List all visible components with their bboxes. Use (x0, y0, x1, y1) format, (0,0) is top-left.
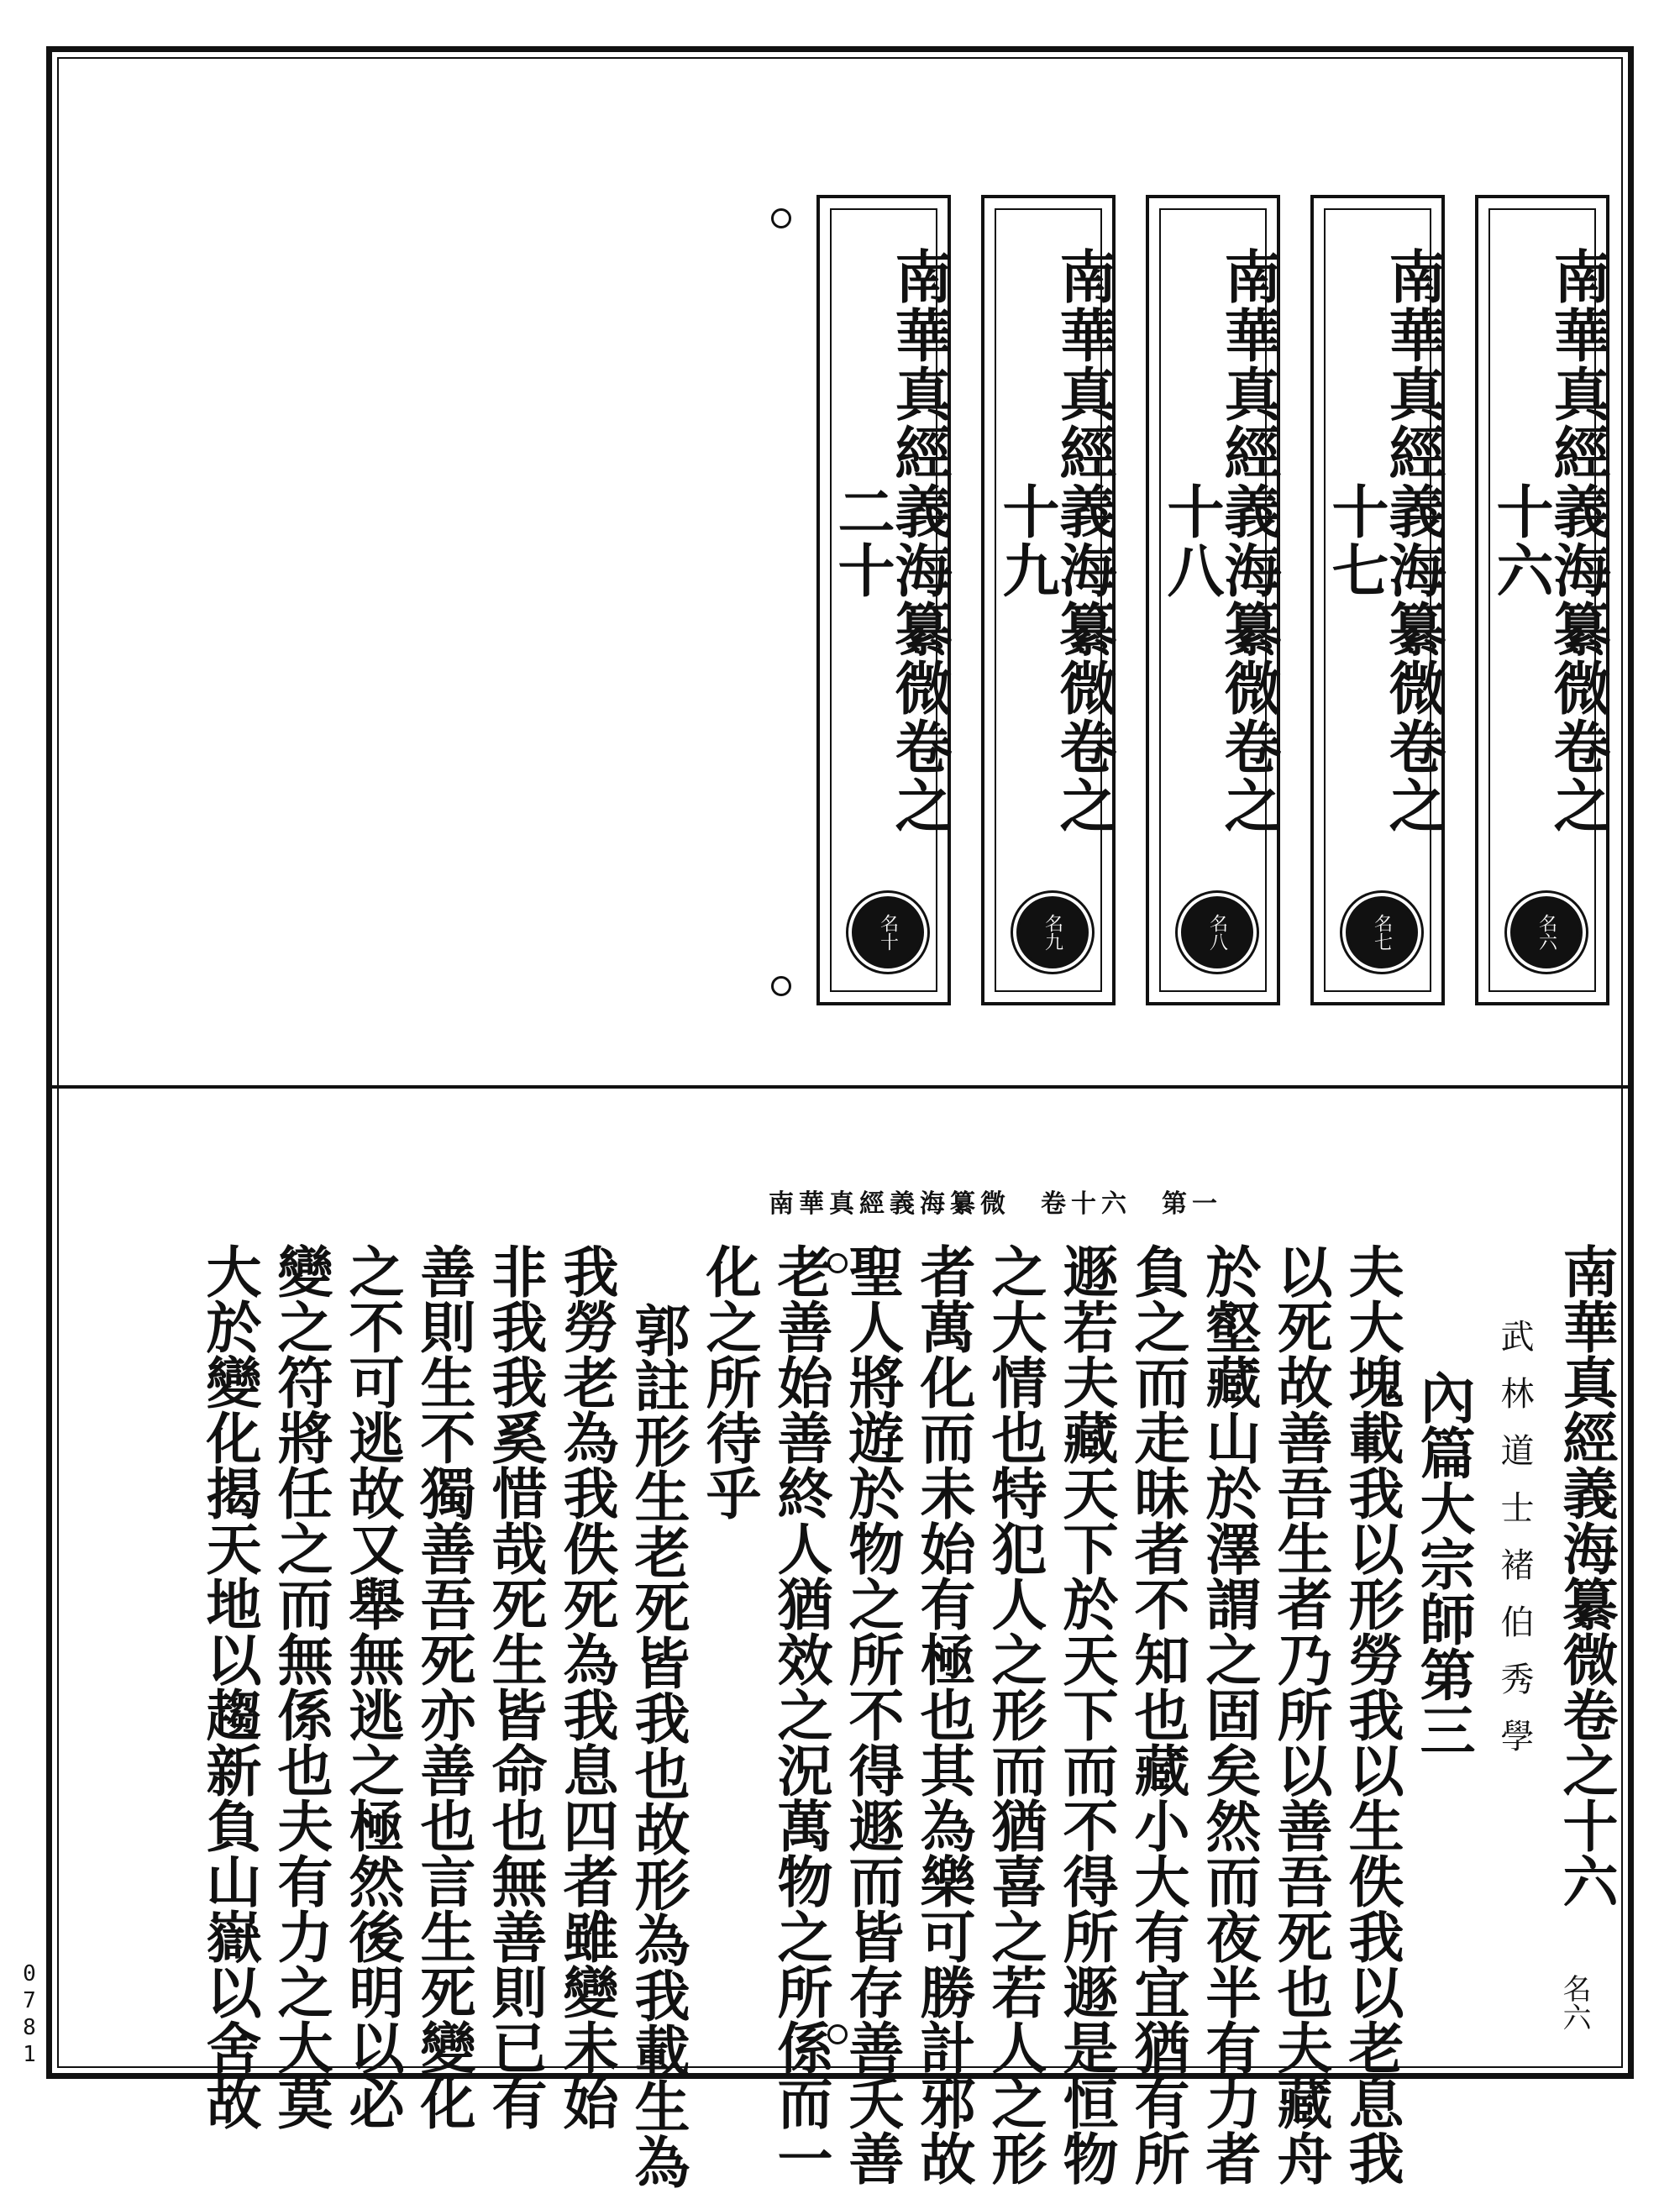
spine-title: 南華真經義海纂微卷之十九 (993, 247, 1117, 835)
page-header: 南華真經義海纂微 卷十六 第一 (769, 1189, 1222, 1219)
spine-title: 南華真經義海纂微卷之十六 (1487, 247, 1611, 835)
section-divider (52, 1085, 1628, 1089)
ring-icon (771, 976, 791, 996)
text-column: 之大情也特犯人之形而猶喜之若人之形 (982, 1243, 1047, 2186)
volume-mark: 名六 (1557, 1974, 1591, 2031)
spine-label-20 (816, 195, 951, 1005)
commentary-column: 善則生不獨善吾死亦善也言生死變化 (411, 1243, 476, 2130)
text-column: 夫大塊載我以形勞我以生佚我以老息我 (1339, 1243, 1404, 2186)
page-number: 0781 (17, 1961, 42, 2069)
text-column: 以死故善吾生者乃所以善吾死也夫藏舟 (1268, 1243, 1333, 2186)
seal-icon: 名九 (1016, 896, 1089, 968)
text-column: 老善始善終人猶效之況萬物之所係而一 (768, 1243, 833, 2186)
spine-label-19 (981, 195, 1116, 1005)
commentary-column: 大於變化揭天地以趨新負山嶽以舍故 (197, 1243, 262, 2130)
commentary-column: 之不可逃故又舉無逃之極然後明以必 (339, 1243, 405, 2130)
volume-labels (781, 195, 1609, 1005)
commentary-column: 非我我奚惜哉死生皆命也無善則已有 (482, 1243, 548, 2130)
spine-label-18 (1146, 195, 1280, 1005)
spine-label-16 (1475, 195, 1609, 1005)
text-body (84, 1243, 1621, 2189)
seal-icon: 名十 (852, 896, 924, 968)
chapter-title: 內篇大宗師第三 (1410, 1369, 1476, 1757)
spine-label-17 (1310, 195, 1445, 1005)
author-line: 武林道士褚伯秀學 (1495, 1319, 1534, 1776)
spine-title: 南華真經義海纂微卷之十八 (1158, 247, 1282, 835)
spine-title: 南華真經義海纂微卷之十七 (1322, 247, 1446, 835)
text-column: 化之所待乎 (696, 1243, 762, 1520)
text-column: 聖人將遊於物之所不得遯而皆存善夭善 (839, 1243, 905, 2186)
commentary-column: 郭註形生老死皆我也故形為我載生為 (625, 1302, 690, 2189)
text-column: 負之而走昧者不知也藏小大有宜猶有所 (1125, 1243, 1190, 2186)
commentary-column: 我勞老為我佚死為我息四者雖變未始 (554, 1243, 619, 2130)
seal-icon: 名六 (1510, 896, 1583, 968)
text-column: 者萬化而未始有極也其為樂可勝計邪故 (911, 1243, 976, 2186)
seal-icon: 名七 (1346, 896, 1418, 968)
spine-title: 南華真經義海纂微卷之二十 (828, 247, 953, 835)
text-column: 遯若夫藏天下於天下而不得所遯是恒物 (1053, 1243, 1119, 2186)
text-title: 南華真經義海纂微卷之十六 (1553, 1243, 1619, 1908)
text-column: 於壑藏山於澤謂之固矣然而夜半有力者 (1196, 1243, 1262, 2186)
commentary-column: 變之符將任之而無係也夫有力之大莫 (268, 1243, 333, 2130)
ring-icon (771, 208, 791, 228)
seal-icon: 名八 (1181, 896, 1253, 968)
